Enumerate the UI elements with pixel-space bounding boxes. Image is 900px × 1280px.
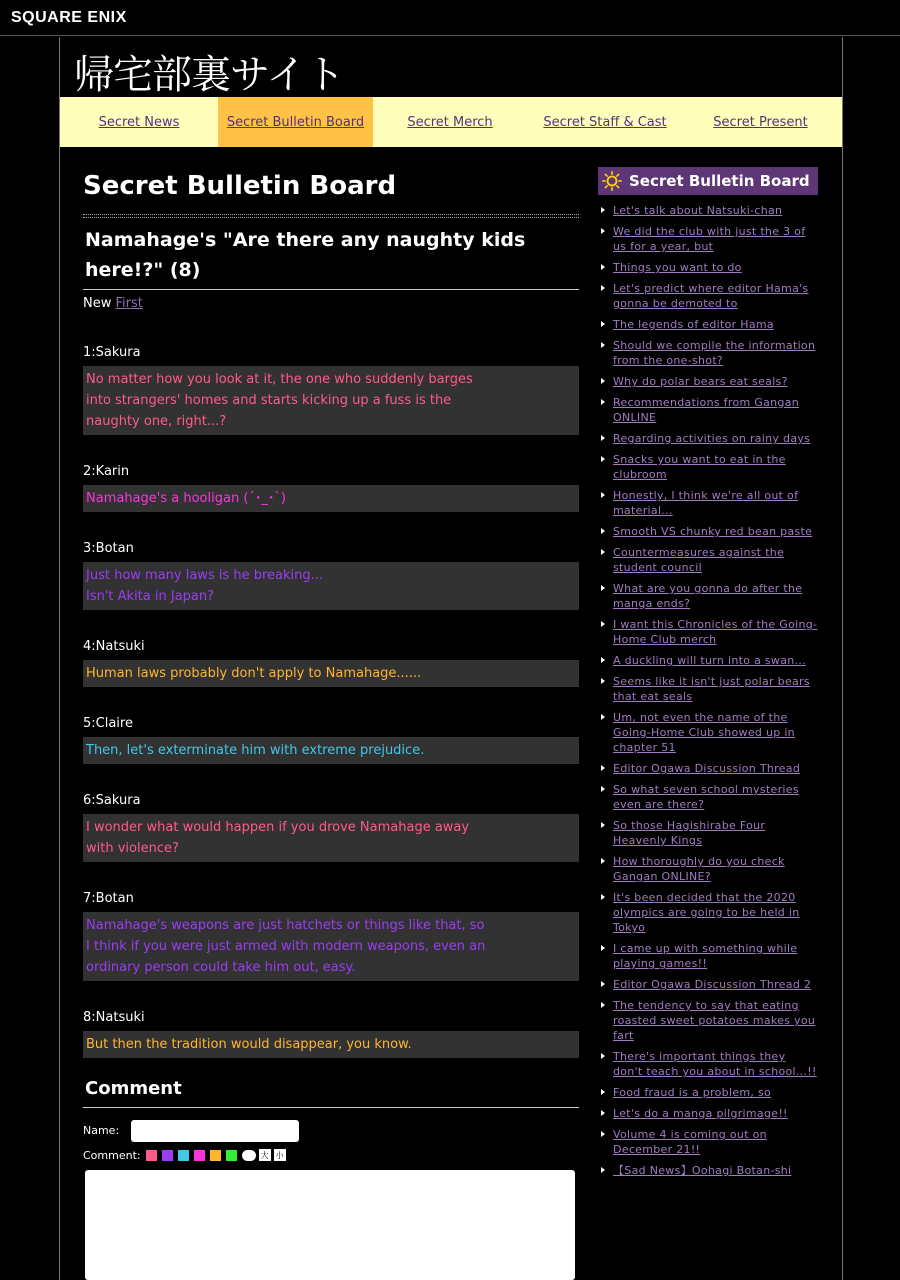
comment-divider (83, 1107, 579, 1108)
thread-link[interactable]: Honestly, I think we're all out of material... (613, 489, 799, 517)
small-text-button[interactable]: 小 (275, 1150, 284, 1160)
name-input[interactable] (131, 1120, 299, 1142)
thread-link[interactable]: So what seven school mysteries even are there? (613, 783, 799, 811)
post-author: 6:Sakura (83, 793, 141, 808)
post (83, 342, 579, 435)
comment-heading: Comment (85, 1078, 182, 1099)
thread-link[interactable]: Smooth VS chunky red bean paste (613, 525, 813, 538)
nav-secret-merch[interactable]: Secret Merch (407, 114, 493, 130)
post-body: Human laws probably don't apply to Namahage...... (83, 660, 579, 687)
list-item (598, 338, 818, 368)
thread-link[interactable]: Snacks you want to eat in the clubroom (613, 453, 786, 481)
nav-secret-news[interactable]: Secret News (98, 114, 180, 130)
list-item (598, 890, 818, 935)
thread-link[interactable]: We did the club with just the 3 of us for a year, but (613, 225, 806, 253)
name-label: Name: (83, 1124, 120, 1137)
list-item (598, 998, 818, 1043)
list-item (598, 452, 818, 482)
list-item (598, 653, 818, 668)
list-item (598, 710, 818, 755)
list-item (598, 854, 818, 884)
thread-link[interactable]: Why do polar bears eat seals? (613, 375, 788, 388)
nav-secret-staff-cast[interactable]: Secret Staff & Cast (543, 114, 667, 130)
thread-link[interactable]: What are you gonna do after the manga ends? (613, 582, 803, 610)
sun-icon (602, 171, 622, 191)
thread-link[interactable]: Let's talk about Natsuki-chan (613, 204, 783, 217)
list-item (598, 1049, 818, 1079)
comment-label: Comment: (83, 1148, 141, 1162)
color-swatch-magenta[interactable] (194, 1150, 205, 1161)
thread-nav (83, 296, 579, 316)
list-item (598, 941, 818, 971)
thread-divider (83, 289, 579, 290)
color-swatch-purple[interactable] (162, 1150, 173, 1161)
comment-toolbar (83, 1148, 579, 1162)
list-item (598, 1106, 818, 1121)
main-nav (60, 97, 842, 147)
post-body: I wonder what would happen if you drove Namahage away with violence? (83, 814, 579, 862)
list-item (598, 260, 818, 275)
list-item (598, 977, 818, 992)
post (83, 1007, 579, 1058)
thread-link[interactable]: There's important things they don't teach you about in school...!! (613, 1050, 817, 1078)
page-title: Secret Bulletin Board (83, 171, 397, 201)
sidebar (598, 167, 818, 1184)
thread-link[interactable]: Editor Ogawa Discussion Thread (613, 762, 801, 775)
name-row (83, 1119, 579, 1142)
thread-link[interactable]: It's been decided that the 2020 olympics are going to be held in Tokyo (613, 891, 800, 934)
list-item (598, 395, 818, 425)
thread-link[interactable]: The legends of editor Hama (613, 318, 774, 331)
post (83, 538, 579, 610)
list-item (598, 617, 818, 647)
thread-link[interactable]: Um, not even the name of the Going-Home Club showed up in chapter 51 (613, 711, 795, 754)
thread-link[interactable]: Recommendations from Gangan ONLINE (613, 396, 800, 424)
list-item (598, 224, 818, 254)
thread-link[interactable]: I came up with something while playing games!! (613, 942, 798, 970)
post-body: Just how many laws is he breaking... Isn't Akita in Japan? (83, 562, 579, 610)
list-item (598, 1127, 818, 1157)
thread-nav-new: New (83, 296, 112, 311)
thread-link[interactable]: So those Hagishirabe Four Heavenly Kings (613, 819, 766, 847)
post-body: But then the tradition would disappear, you know. (83, 1031, 579, 1058)
thread-link[interactable]: How thoroughly do you check Gangan ONLINE? (613, 855, 785, 883)
list-item (598, 818, 818, 848)
post (83, 636, 579, 687)
list-item (598, 203, 818, 218)
list-item (598, 674, 818, 704)
post-author: 5:Claire (83, 716, 133, 731)
post-body: Namahage's weapons are just hatchets or things like that, so I think if you were just armed with modern weapons, even an ordinary person could take him out, easy. (83, 912, 579, 981)
title-divider (83, 214, 579, 218)
list-item (598, 488, 818, 518)
nav-secret-present[interactable]: Secret Present (713, 114, 808, 130)
thread-link[interactable]: Countermeasures against the student council (613, 546, 785, 574)
brand-logo[interactable]: SQUARE ENIX (11, 9, 127, 26)
site-title-logo[interactable]: 帰宅部裏サイト (74, 52, 345, 98)
color-swatch-orange[interactable] (210, 1150, 221, 1161)
list-item (598, 374, 818, 389)
post (83, 461, 579, 512)
list-item (598, 761, 818, 776)
main-content (83, 167, 579, 1280)
thread-link[interactable]: Volume 4 is coming out on December 21!! (613, 1128, 767, 1156)
list-item (598, 524, 818, 539)
thread-list (598, 203, 818, 1178)
post-author: 4:Natsuki (83, 639, 145, 654)
post (83, 888, 579, 981)
thread-link[interactable]: Regarding activities on rainy days (613, 432, 811, 445)
thread-link[interactable]: Let's predict where editor Hama's gonna be demoted to (613, 282, 809, 310)
post-author: 2:Karin (83, 464, 130, 479)
post-author: 1:Sakura (83, 345, 141, 360)
post (83, 713, 579, 764)
site-frame (59, 37, 843, 1280)
site-title (60, 37, 842, 97)
thread-link[interactable]: A duckling will turn into a swan... (613, 654, 806, 667)
list-item (598, 545, 818, 575)
thread-link[interactable]: Seems like it isn't just polar bears that eat seals (613, 675, 810, 703)
post-body: Then, let's exterminate him with extreme prejudice. (83, 737, 579, 764)
post-body: Namahage's a hooligan (´･_･`) (83, 485, 579, 512)
list-item (598, 1085, 818, 1100)
thread-link[interactable]: The tendency to say that eating roasted sweet potatoes makes you fart (613, 999, 816, 1042)
thread-link[interactable]: I want this Chronicles of the Going-Home Club merch (613, 618, 818, 646)
thread-link[interactable]: Let's do a manga pilgrimage!! (613, 1107, 788, 1120)
post-body: No matter how you look at it, the one who suddenly barges into strangers' homes and starts kicking up a fuss is the naughty one, right...? (83, 366, 579, 435)
list-item (598, 281, 818, 311)
sidebar-heading (598, 167, 818, 195)
post (83, 790, 579, 862)
list-item (598, 581, 818, 611)
thread-link[interactable]: 【Sad News】Oohagi Botan-shi (613, 1164, 792, 1177)
emoji-icon[interactable] (242, 1150, 256, 1161)
color-swatch-cyan[interactable] (178, 1150, 189, 1161)
thread-link[interactable]: Should we compile the information from the one-shot? (613, 339, 816, 367)
thread-link[interactable]: Editor Ogawa Discussion Thread 2 (613, 978, 812, 991)
comment-textarea[interactable] (85, 1170, 575, 1280)
thread-title: Namahage's "Are there any naughty kids here!?" (8) (85, 229, 526, 281)
list-item (598, 1163, 818, 1178)
thread-nav-first-link[interactable]: First (115, 296, 143, 311)
thread-link[interactable]: Food fraud is a problem, so (613, 1086, 772, 1099)
nav-secret-bulletin-board[interactable]: Secret Bulletin Board (218, 97, 373, 147)
post-author: 8:Natsuki (83, 1010, 145, 1025)
large-text-button[interactable]: 大 (260, 1150, 269, 1160)
list-item (598, 782, 818, 812)
top-bar (0, 0, 900, 36)
list-item (598, 317, 818, 332)
sidebar-title: Secret Bulletin Board (629, 172, 810, 190)
list-item (598, 431, 818, 446)
thread-link[interactable]: Things you want to do (613, 261, 742, 274)
color-swatch-green[interactable] (226, 1150, 237, 1161)
post-author: 3:Botan (83, 541, 134, 556)
color-swatch-pink[interactable] (146, 1150, 157, 1161)
post-author: 7:Botan (83, 891, 134, 906)
